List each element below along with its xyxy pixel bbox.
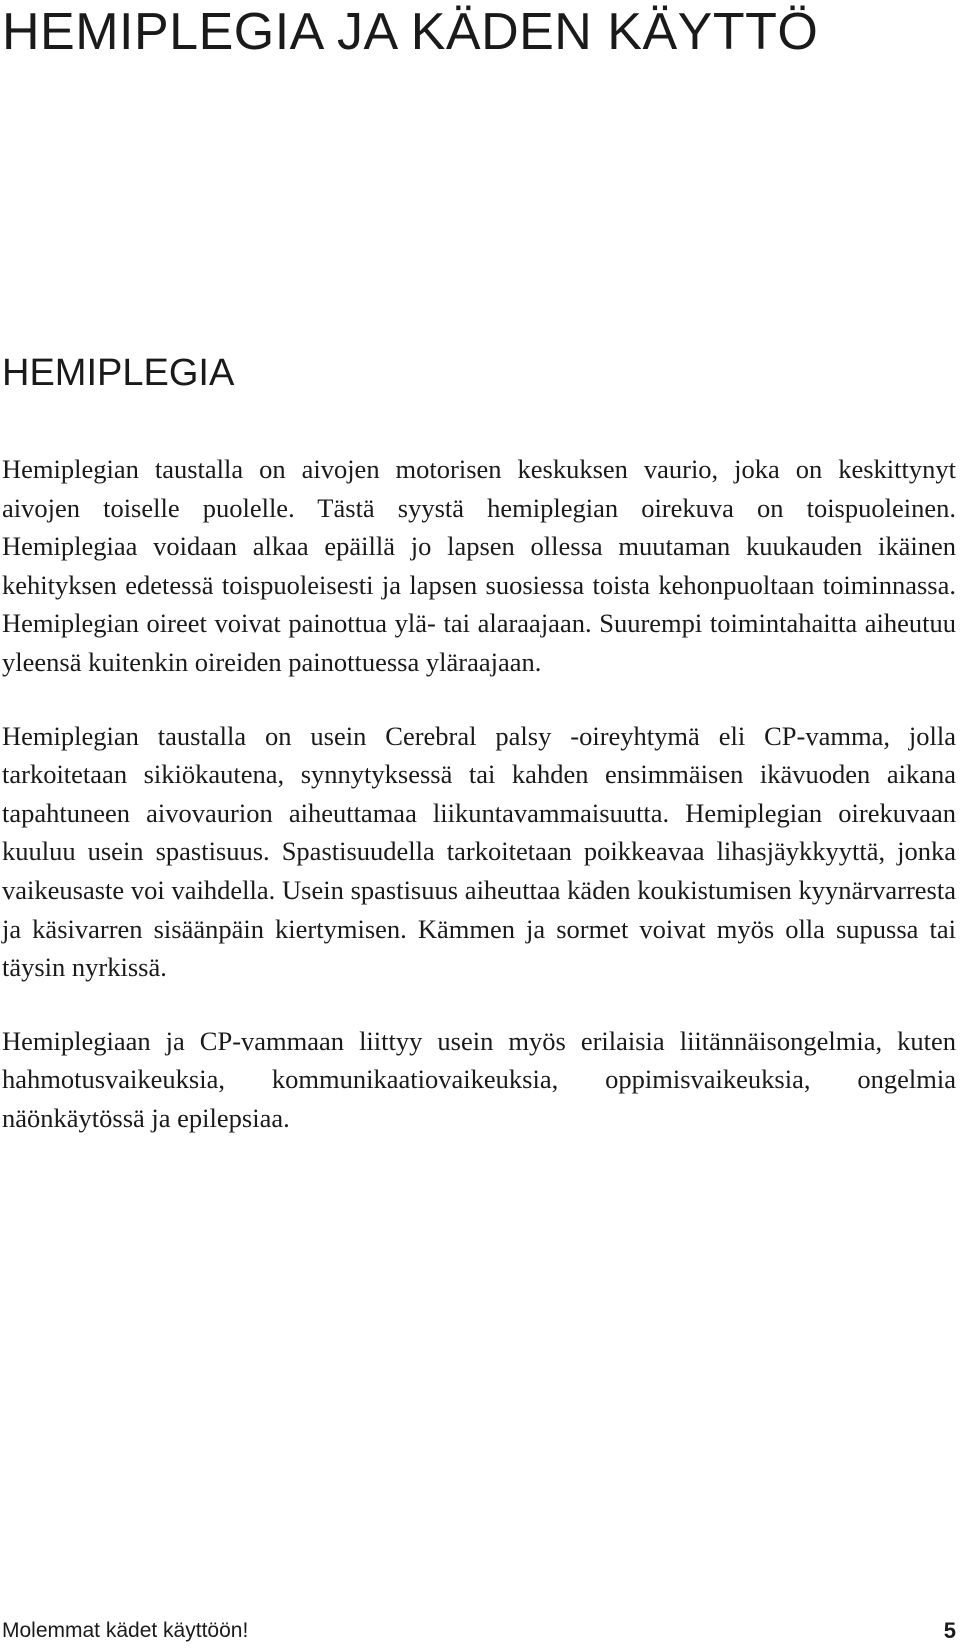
paragraph-3: Hemiplegiaan ja CP-vammaan liittyy usein myös erilaisia liitännäisongelmia, kuten hahmotusvaikeuksia, kommunikaatiovaikeuksia, oppimisvaikeuksia, ongelmia näönkäytössä ja epilepsiaa. <box>2 1025 956 1133</box>
page-number: 5 <box>943 1618 956 1643</box>
paragraph-1: Hemiplegian taustalla on aivojen motorisen keskuksen vaurio, joka on keskittynyt aivojen toiselle puolelle. Tästä syystä hemiplegian oirekuva on toispuoleinen. Hemiplegiaa voidaan alkaa epäillä jo lapsen ollessa muutaman kuukauden ikäinen kehityksen edetessä toispuoleisesti ja lapsen suosiessa toista kehonpuoltaan toiminnassa. Hemiplegian oireet voivat painottua ylä- tai alaraajaan. Suurempi toimintahaitta aiheutuu yleensä kuitenkin oireiden painottuessa yläraajaan. <box>2 454 956 677</box>
paragraph-2: Hemiplegian taustalla on usein Cerebral palsy -oireyhtymä eli CP-vamma, jolla tarkoitetaan sikiökautena, synnytyksessä tai kahden ensimmäisen ikävuoden aikana tapahtuneen aivovaurion aiheuttamaa liikuntavammaisuutta. Hemiplegian oirekuvaan kuuluu usein spastisuus. Spastisuudella tarkoitetaan poikkeavaa lihasjäykkyyttä, jonka vaikeusaste voi vaihdella. Usein spastisuus aiheuttaa käden koukistumisen kyynärvarresta ja käsivarren sisäänpäin kiertymisen. Kämmen ja sormet voivat myös olla supussa tai täysin nyrkissä. <box>2 720 956 983</box>
footer-text: Molemmat kädet käyttöön! <box>2 1619 249 1642</box>
body-text <box>2 450 956 1173</box>
section-heading: HEMIPLEGIA <box>2 352 235 394</box>
page-title: HEMIPLEGIA JA KÄDEN KÄYTTÖ <box>2 3 819 61</box>
page-footer <box>2 1616 956 1646</box>
